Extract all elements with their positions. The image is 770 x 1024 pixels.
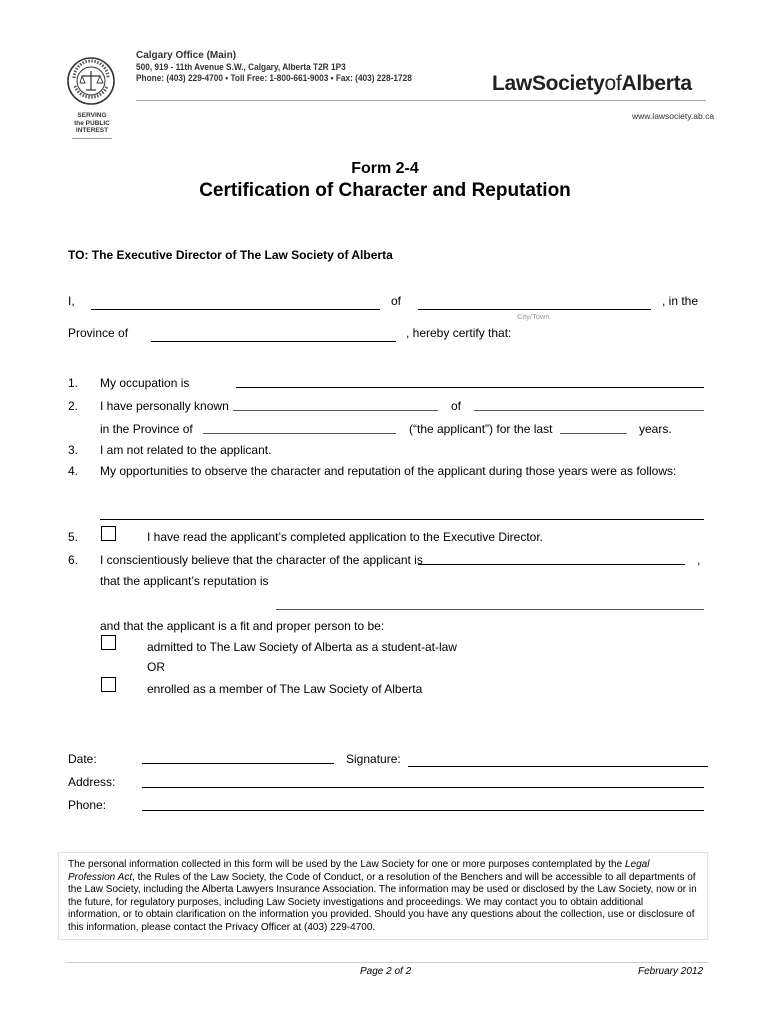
legal-profession-act: Legal Profession Act bbox=[68, 859, 650, 883]
opportunities-field[interactable] bbox=[100, 519, 704, 520]
reputation-label: that the applicant’s reputation is bbox=[100, 574, 269, 588]
item-6-number: 6. bbox=[68, 553, 79, 567]
serving-divider bbox=[72, 138, 112, 139]
form-number: Form 2-4 bbox=[351, 160, 419, 177]
logo-law-society: LawSociety bbox=[492, 72, 605, 95]
phone-field[interactable] bbox=[142, 810, 704, 811]
website-link[interactable]: www.lawsociety.ab.ca bbox=[632, 111, 715, 121]
signature-label: Signature: bbox=[346, 752, 401, 766]
office-phone: Phone: (403) 229-4700 • Toll Free: 1-800-661-9003 • Fax: (403) 228-1728 bbox=[136, 73, 412, 83]
item-4-number: 4. bbox=[68, 464, 79, 478]
phone-label: Phone: bbox=[68, 798, 107, 812]
label-province-of: Province of bbox=[68, 326, 129, 340]
addressee: TO: The Executive Director of The Law Society of Alberta bbox=[68, 248, 393, 262]
item-2-number: 2. bbox=[68, 399, 79, 413]
student-at-law-checkbox[interactable] bbox=[101, 635, 116, 650]
in-province-label: in the Province of bbox=[100, 422, 193, 436]
province-field[interactable] bbox=[151, 341, 396, 342]
character-label: I conscientiously believe that the character of the applicant is bbox=[100, 553, 423, 567]
name-field[interactable] bbox=[91, 309, 380, 310]
applicant-location-field[interactable] bbox=[474, 410, 704, 411]
page-number: Page 2 of 2 bbox=[360, 966, 412, 977]
notice-text-2: , the Rules of the Law Society, the Code of Conduct, or a resolution of the Benchers and will be accessible to all departments of the Law Society, including the Alberta Lawyers Insurance Association. The information may be used or disclosed by the Law Society, now or in the future, for regulatory purposes, including Law Society investigations and proceedings. We may contact you to obtain additional information, or to obtain clarification on the information you provided. Should you have any questions about the collection, use or disclosure of this information, please contact the Privacy Officer at (403) 229-4700. bbox=[68, 871, 697, 933]
label-of: of bbox=[391, 294, 402, 308]
character-field[interactable] bbox=[418, 564, 685, 565]
not-related-statement: I am not related to the applicant. bbox=[100, 443, 272, 457]
student-at-law-label: admitted to The Law Society of Alberta as a student-at-law bbox=[147, 640, 457, 654]
item-3-number: 3. bbox=[68, 443, 79, 457]
read-application-checkbox[interactable] bbox=[101, 526, 116, 541]
office-title: Calgary Office (Main) bbox=[136, 50, 237, 61]
serving-line-1: SERVING bbox=[77, 112, 107, 119]
serving-line-2: the PUBLIC bbox=[74, 119, 110, 127]
applicant-province-field[interactable] bbox=[203, 433, 396, 434]
header-divider bbox=[136, 100, 706, 101]
privacy-notice bbox=[58, 852, 708, 940]
fit-proper-label: and that the applicant is a fit and proper person to be: bbox=[100, 619, 385, 633]
years-label: years. bbox=[639, 422, 672, 436]
member-label: enrolled as a member of The Law Society of Alberta bbox=[147, 682, 423, 696]
city-town-field[interactable] bbox=[418, 309, 651, 310]
footer-divider bbox=[66, 962, 708, 963]
occupation-label: My occupation is bbox=[100, 376, 190, 390]
item-5-number: 5. bbox=[68, 530, 79, 544]
form-title: Certification of Character and Reputation bbox=[199, 180, 571, 201]
member-checkbox[interactable] bbox=[101, 677, 116, 692]
address-label: Address: bbox=[68, 775, 116, 789]
applicant-for-label: (“the applicant”) for the last bbox=[409, 422, 553, 436]
office-info bbox=[136, 50, 436, 84]
or-label: OR bbox=[147, 660, 165, 674]
reputation-field[interactable] bbox=[276, 609, 704, 610]
occupation-field[interactable] bbox=[236, 387, 704, 388]
read-application-label: I have read the applicant’s completed application to the Executive Director. bbox=[147, 530, 544, 544]
known-label: I have personally known bbox=[100, 399, 229, 413]
logo-alberta: Alberta bbox=[621, 72, 692, 95]
item-1-number: 1. bbox=[68, 376, 79, 390]
label-i: I, bbox=[68, 294, 75, 308]
known-duration-field[interactable] bbox=[233, 410, 438, 411]
law-society-seal bbox=[66, 56, 116, 106]
revision-date: February 2012 bbox=[638, 966, 704, 977]
address-field[interactable] bbox=[142, 787, 704, 788]
years-field[interactable] bbox=[560, 433, 627, 434]
label-in-the: , in the bbox=[662, 294, 699, 308]
serving-public-interest bbox=[72, 112, 112, 135]
notice-text-1: The personal information collected in this form will be used by the Law Society for one or more purposes contemplated by the bbox=[68, 859, 625, 870]
office-address: 500, 919 - 11th Avenue S.W., Calgary, Alberta T2R 1P3 bbox=[136, 62, 346, 72]
serving-line-3: INTEREST bbox=[75, 127, 109, 134]
signature-field[interactable] bbox=[408, 766, 708, 767]
logo-of: of bbox=[604, 72, 622, 95]
character-comma: , bbox=[697, 553, 701, 567]
label-hereby-certify: , hereby certify that: bbox=[406, 326, 512, 340]
city-town-hint: City/Town bbox=[517, 312, 550, 321]
date-label: Date: bbox=[68, 752, 97, 766]
opportunities-statement: My opportunities to observe the character and reputation of the applicant during those years were as follows: bbox=[100, 464, 677, 478]
known-of-label: of bbox=[451, 399, 462, 413]
law-society-logo bbox=[492, 72, 692, 96]
date-field[interactable] bbox=[142, 763, 334, 764]
